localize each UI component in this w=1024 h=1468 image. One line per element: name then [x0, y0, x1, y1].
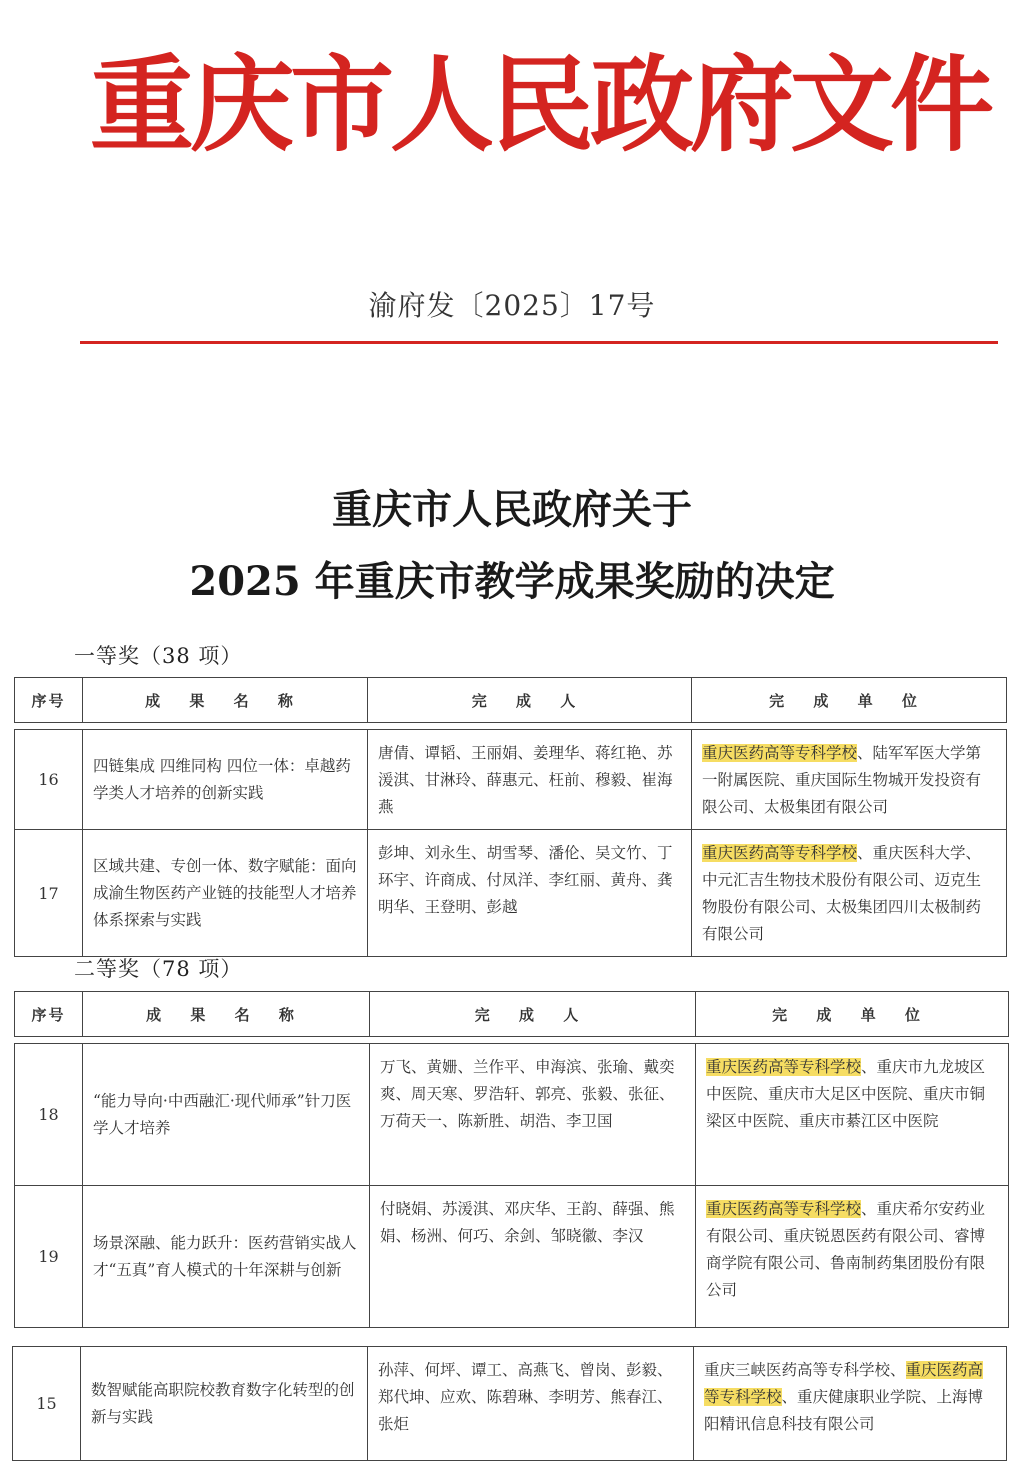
- red-divider-line: [80, 341, 998, 344]
- row-unit: [692, 830, 1007, 957]
- main-title-line-1: 重庆市人民政府关于: [332, 486, 692, 533]
- row-unit: [696, 1186, 1009, 1328]
- row-seq: 16: [15, 730, 83, 830]
- highlighted-unit: 重庆医药高等专科学校: [706, 1200, 862, 1218]
- second-prize-table: [14, 991, 1009, 1328]
- highlighted-unit: 重庆医药高等专科学校: [706, 1058, 862, 1076]
- column-header-people: 完 成 人: [370, 992, 696, 1037]
- extra-award-table: [12, 1346, 1007, 1461]
- table-row: [15, 830, 1007, 957]
- column-header-seq: 序号: [15, 992, 83, 1037]
- highlighted-unit: 重庆医药高等专科学校: [704, 1361, 984, 1406]
- highlighted-unit: 重庆医药高等专科学校: [702, 744, 858, 762]
- table-header-row: [15, 678, 1007, 723]
- column-header-name: 成 果 名 称: [83, 992, 370, 1037]
- unit-rest: 、重庆市九龙坡区中医院、重庆市大足区中医院、重庆市铜梁区中医院、重庆市綦江区中医院: [706, 1058, 986, 1130]
- table-header-row: [15, 992, 1009, 1037]
- unit-rest: 、陆军军医大学第一附属医院、重庆国际生物城开发投资有限公司、太极集团有限公司: [702, 744, 982, 816]
- table-row: [15, 730, 1007, 830]
- row-unit: [696, 1044, 1009, 1186]
- table-row: [15, 1186, 1009, 1328]
- row-achievement-name: 场景深融、能力跃升：医药营销实战人才“五真”育人模式的十年深耕与创新: [83, 1186, 370, 1328]
- table-gap: [15, 723, 1007, 730]
- unit-rest: 、重庆希尔安药业有限公司、重庆锐恩医药有限公司、睿博商学院有限公司、鲁南制药集团股份有限公司: [706, 1200, 986, 1299]
- first-prize-table: [14, 677, 1007, 957]
- row-people: 唐倩、谭韬、王丽娟、姜理华、蒋红艳、苏湲淇、甘淋玲、薛惠元、枉前、穆毅、崔海燕: [368, 730, 692, 830]
- row-seq: 15: [13, 1347, 81, 1461]
- row-people: 彭坤、刘永生、胡雪琴、潘伦、吴文竹、丁环宇、许商成、付凤洋、李红丽、黄舟、龚明华、王登明、彭越: [368, 830, 692, 957]
- document-header-title: 重庆市人民政府文件: [90, 43, 991, 166]
- document-number: 渝府发〔2025〕17号: [368, 289, 656, 322]
- column-header-seq: 序号: [15, 678, 83, 723]
- column-header-people: 完 成 人: [368, 678, 692, 723]
- row-unit: [692, 730, 1007, 830]
- row-people: 付晓娟、苏湲淇、邓庆华、王韵、薛强、熊娟、杨洲、何巧、余剑、邹晓徽、李汉: [370, 1186, 696, 1328]
- unit-rest: 、重庆医科大学、中元汇吉生物技术股份有限公司、迈克生物股份有限公司、太极集团四川太极制药有限公司: [702, 844, 982, 943]
- row-achievement-name: 区域共建、专创一体、数字赋能：面向成渝生物医药产业链的技能型人才培养体系探索与实践: [83, 830, 368, 957]
- table-row: [13, 1347, 1007, 1461]
- second-prize-label: 二等奖（78 项）: [74, 957, 243, 981]
- row-achievement-name: 数智赋能高职院校教育数字化转型的创新与实践: [81, 1347, 368, 1461]
- table-row: [15, 1044, 1009, 1186]
- row-people: 万飞、黄姗、兰作平、申海滨、张瑜、戴奕爽、周天寒、罗浩轩、郭亮、张毅、张征、万荷天一、陈新胜、胡浩、李卫国: [370, 1044, 696, 1186]
- column-header-unit: 完 成 单 位: [696, 992, 1009, 1037]
- row-achievement-name: “能力导向·中西融汇·现代师承”针刀医学人才培养: [83, 1044, 370, 1186]
- main-title-line-2: 2025 年重庆市教学成果奖励的决定: [189, 558, 835, 605]
- row-seq: 18: [15, 1044, 83, 1186]
- row-unit: [694, 1347, 1007, 1461]
- first-prize-label: 一等奖（38 项）: [74, 644, 243, 668]
- row-achievement-name: 四链集成 四维同构 四位一体：卓越药学类人才培养的创新实践: [83, 730, 368, 830]
- table-gap: [15, 1037, 1009, 1044]
- row-people: 孙萍、何坪、谭工、高燕飞、曾岗、彭毅、郑代坤、应欢、陈碧琳、李明芳、熊春江、张炬: [368, 1347, 694, 1461]
- unit-prefix: 重庆三峡医药高等专科学校、: [704, 1361, 906, 1379]
- column-header-name: 成 果 名 称: [83, 678, 368, 723]
- row-seq: 17: [15, 830, 83, 957]
- highlighted-unit: 重庆医药高等专科学校: [702, 844, 858, 862]
- unit-rest: 、重庆健康职业学院、上海博阳精讯信息科技有限公司: [704, 1388, 984, 1433]
- column-header-unit: 完 成 单 位: [692, 678, 1007, 723]
- row-seq: 19: [15, 1186, 83, 1328]
